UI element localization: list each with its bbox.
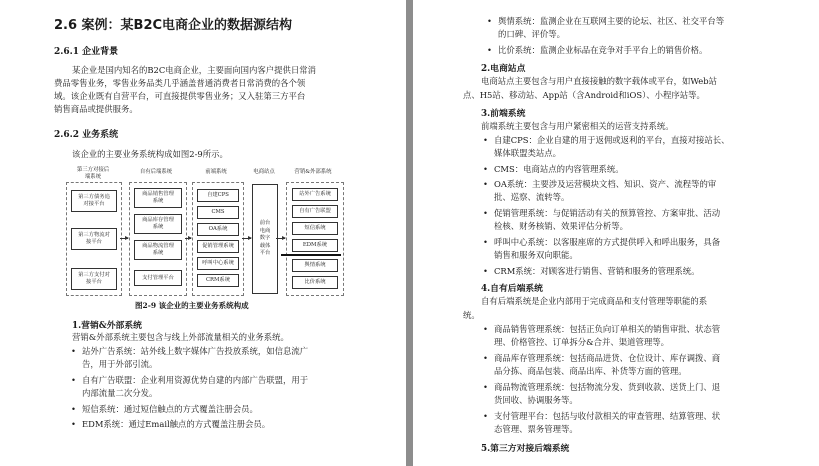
bullet-promotion-1: • 促销管理系统：与促销活动有关的预算管控、方案审批、活动 — [494, 207, 720, 220]
bullet-ad-alliance-2: 内部流量二次分发。 — [82, 388, 158, 398]
bullet-inventory-1: • 商品库存管理系统：包括商品进货、仓位设计、库存调拨、商 — [494, 352, 720, 365]
site-text-1: 电商站点主要包含与用户直接接触的数字载体或平台，如Web站 — [481, 76, 717, 86]
marketing-intro: 营销&外部系统主要包含与线上外部流量相关的业务系统。 — [72, 332, 289, 342]
arrow-third-to-own — [120, 238, 128, 239]
bullet-ad-alliance-1: • 自有广告联盟：企业利用资源优势自建的内部广告联盟，用于 — [82, 374, 308, 387]
page-divider — [406, 0, 413, 466]
bullet-cms: • CMS：电商站点的内容管理系统。 — [494, 163, 624, 176]
box-crm: CRM系统 — [197, 274, 239, 287]
bullet-offsite-ads-1: • 站外广告系统：站外线上数字媒体广告投放系统，如信息流广 — [82, 345, 308, 358]
heading-site: 2.电商站点 — [481, 64, 526, 74]
box-sales-mgmt: 商品销售管理 系统 — [134, 188, 182, 208]
bg-line-1: 某企业是国内知名的B2C电商企业，主要面向国内客户提供日常消 — [72, 65, 317, 75]
arrow-own-to-front — [185, 238, 191, 239]
subsection-background: 2.6.1 企业背景 — [54, 47, 119, 57]
site-text-2: 点、H5站、移动站、App站（含Android和iOS）、小程序站等。 — [463, 90, 705, 100]
figure-caption: 图2-9 该企业的主要业务系统构成 — [135, 301, 249, 310]
heading-frontend: 3.前端系统 — [481, 109, 526, 119]
bullet-cps-1: • 自建CPS：企业自建的用于返佣或返利的平台，直接对接站长、 — [494, 134, 730, 147]
col-title-site: 电商站点 — [253, 169, 275, 175]
col-title-marketing: 营销&外部系统 — [294, 169, 332, 175]
box-price-compare: 比价系统 — [292, 276, 338, 289]
right-page — [413, 0, 819, 466]
heading-own-backend: 4.自有后端系统 — [481, 284, 543, 294]
bullet-logistics-1: • 商品物流管理系统：包括物流分发、货到收款、送货上门、退 — [494, 381, 720, 394]
bullet-promotion-2: 检核、财务核销、效果评估分析等。 — [494, 221, 628, 231]
box-ecommerce-site: 前台 电商 数字 载体 平台 — [252, 184, 278, 294]
box-edm: EDM系统 — [292, 239, 338, 252]
own-intro-2: 统。 — [463, 310, 480, 320]
col-title-own-backend: 自有后端系统 — [139, 169, 173, 175]
bullet-price-compare: • 比价系统：监测企业标品在竞争对手平台上的销售价格。 — [498, 44, 707, 57]
box-sentiment: 舆情系统 — [292, 259, 338, 272]
left-page — [0, 0, 406, 466]
bullet-oa-1: • OA系统：主要涉及运营模块文档、知识、资产、流程等的审 — [494, 178, 716, 191]
bullet-offsite-ads-2: 告，用于外部引流。 — [82, 359, 158, 369]
box-own-ad-alliance: 自有广告联盟 — [292, 205, 338, 218]
bullet-crm: • CRM系统：对顾客进行销售、营销和服务的管理系统。 — [494, 265, 700, 278]
box-call-center: 呼叫中心系统 — [197, 257, 239, 270]
box-third-party-payment: 第三方支付对 接平台 — [71, 268, 117, 290]
business-system-diagram — [66, 166, 344, 296]
bg-line-4: 销售商品或提供服务。 — [54, 104, 138, 114]
frontend-intro: 前端系统主要包含与用户紧密相关的运营支持系统。 — [481, 121, 674, 131]
section-title: 2.6 案例：某B2C电商企业的数据源结构 — [54, 18, 293, 33]
bullet-sentiment-2: 的口碑、评价等。 — [498, 29, 565, 39]
box-promotion: 促销管理系统 — [197, 240, 239, 253]
bullet-inventory-2: 品分拣、商品包装、商品出库、补货等方面的管理。 — [494, 366, 687, 376]
box-third-party-logistics: 第三方物流对 接平台 — [71, 228, 117, 250]
arrow-front-to-site — [242, 238, 251, 239]
box-cms: CMS — [197, 206, 239, 219]
box-inventory-mgmt: 商品库存管理 系统 — [134, 214, 182, 234]
bullet-cps-2: 媒体联盟类站点。 — [494, 148, 561, 158]
bullet-call-center-2: 销售和服务双向职能。 — [494, 250, 578, 260]
bullet-sentiment-1: • 舆情系统：监测企业在互联网主要的论坛、社区、社交平台等 — [498, 15, 724, 28]
bullet-payment-2: 态管理、票务管理等。 — [494, 424, 578, 434]
bullet-oa-2: 批、巡察、流转等。 — [494, 192, 570, 202]
bullet-edm: • EDM系统：通过Email触点的方式覆盖注册会员。 — [82, 418, 270, 431]
edm-underline — [281, 254, 341, 256]
bullet-sms: • 短信系统：通过短信触点的方式覆盖注册会员。 — [82, 403, 258, 416]
own-intro-1: 自有后端系统是企业内部用于完成商品和支付管理等职能的系 — [481, 296, 708, 306]
bullet-call-center-1: • 呼叫中心系统：以客服座席的方式提供呼入和呼出服务，具备 — [494, 236, 720, 249]
bullet-logistics-2: 货回收、协调服务等。 — [494, 395, 578, 405]
box-logistics-mgmt: 商品物流管理 系统 — [134, 240, 182, 260]
bg-line-2: 费品零售业务，零售业务品类几乎涵盖普通消费者日常消费的各个领 — [54, 78, 306, 88]
col-title-third-party: 第三方对接后 端系统 — [76, 167, 110, 180]
box-offsite-ads: 站外广告系统 — [292, 188, 338, 201]
bullet-sales-1: • 商品销售管理系统：包括正负向订单相关的销售审批、状态管 — [494, 323, 720, 336]
box-payment-platform: 支付管理平台 — [134, 270, 182, 286]
box-sms: 短信系统 — [292, 222, 338, 235]
subsection-systems: 2.6.2 业务系统 — [54, 130, 119, 140]
box-cps: 自建CPS — [197, 189, 239, 202]
bullet-payment-1: • 支付管理平台：包括与收付款相关的审查管理、结算管理、状 — [494, 410, 720, 423]
heading-marketing: 1.营销&外部系统 — [72, 321, 142, 331]
bullet-sales-2: 理、价格管控、订单拆分&合并、渠道管理等。 — [494, 337, 669, 347]
box-oa: OA系统 — [197, 223, 239, 236]
arrow-site-to-marketing — [276, 238, 285, 239]
heading-third-party: 5.第三方对接后端系统 — [481, 444, 570, 454]
bg-line-3: 域。该企业既有自营平台，可直接提供零售业务；又入驻第三方平台 — [54, 91, 306, 101]
diagram-intro: 该企业的主要业务系统构成如图2-9所示。 — [72, 149, 228, 159]
box-third-party-debt: 第三方债务追 对接平台 — [71, 190, 117, 212]
col-title-frontend: 前端系统 — [205, 169, 227, 175]
